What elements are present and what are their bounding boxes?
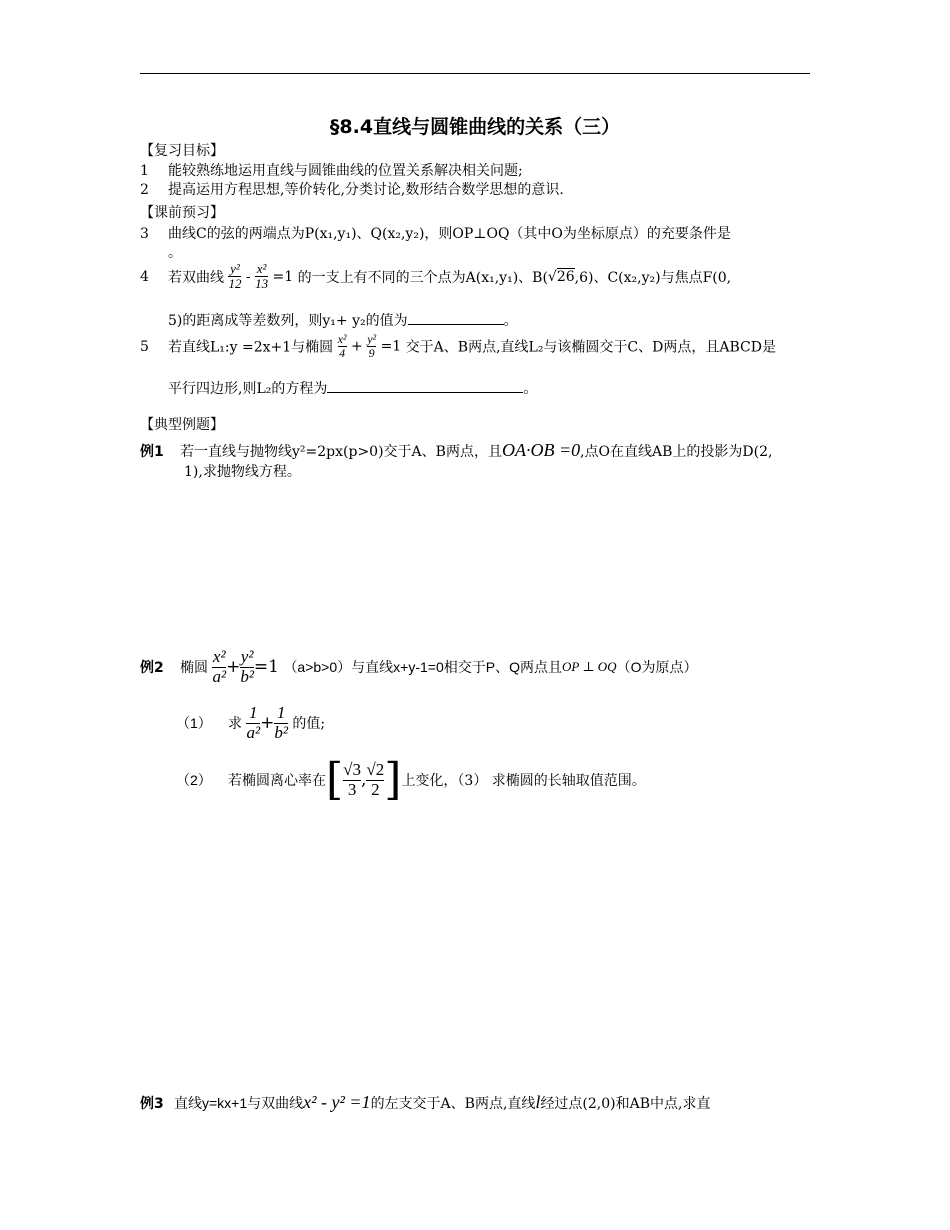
question-text: 的一支上有不同的三个点为A(x₁,y₁)、B(: [297, 269, 548, 286]
example-2-part-2: [176, 754, 646, 805]
question-text: 若双曲线: [168, 269, 224, 286]
example-text: 若一直线与抛物线y²=2px(p>0)交于A、B两点，且: [180, 444, 502, 460]
sqrt-value: 26: [556, 268, 575, 285]
example-2: [140, 648, 697, 686]
numerator: 1: [276, 703, 286, 722]
minus-sign: -: [245, 268, 251, 285]
fraction-y2-9: [367, 333, 376, 360]
example-text: 直线y=kx+1与双曲线: [174, 1095, 304, 1111]
question-3-line2: 。: [168, 245, 182, 261]
question-text: 平行四边形,则L₂的方程为: [168, 381, 328, 397]
plus-sign: +: [226, 657, 241, 678]
goal-number: 1: [140, 163, 149, 179]
example-1-line2: 1),求抛物线方程。: [184, 464, 301, 480]
denominator: a²: [212, 666, 227, 686]
question-4-line2: [168, 310, 518, 330]
example-text: 若椭圆离心率在: [228, 773, 326, 789]
part-number: （2）: [176, 772, 212, 788]
fraction-1-a2: [246, 704, 260, 742]
denominator: 12: [228, 276, 242, 292]
question-5-line2: [168, 378, 537, 398]
line-symbol: l: [535, 1092, 541, 1112]
goal-item-2: [140, 179, 564, 199]
denominator: b²: [274, 722, 288, 742]
question-number: 3: [140, 226, 149, 242]
goal-text: 提高运用方程思想,等价转化,分类讨论,数形结合数学思想的意识.: [168, 182, 564, 198]
denominator: 13: [255, 276, 269, 292]
hyperbola-equation: x² - y² =1: [303, 1092, 371, 1112]
denominator: 9: [368, 346, 375, 361]
question-5: [140, 333, 776, 360]
goal-number: 2: [140, 182, 149, 198]
example-label: 例2: [140, 660, 164, 677]
section-review-goals: 【复习目标】: [140, 143, 224, 159]
header-rule: [140, 73, 810, 74]
denominator: a²: [246, 722, 261, 742]
fraction-sqrt3-3: [343, 761, 361, 799]
equals: =1: [380, 338, 402, 355]
plus-sign: +: [351, 338, 363, 355]
goal-text: 能较熟练地运用直线与圆锥曲线的位置关系解决相关问题;: [168, 163, 523, 179]
fraction-1-b2: [274, 704, 288, 742]
example-text: 的值;: [292, 716, 326, 733]
numerator: y²: [367, 332, 377, 346]
example-text: 经过点(2,0)和AB中点,求直: [540, 1096, 711, 1112]
example-3: [140, 1092, 710, 1113]
question-text: 5)的距离成等差数列，则y₁+ y₂的值为: [168, 313, 408, 329]
example-text: （a>b>0）与直线x+y-1=0相交于P、Q两点且: [283, 659, 562, 676]
fraction-y2-12: [228, 262, 241, 292]
numerator: x²: [212, 647, 226, 666]
question-3: [140, 223, 731, 243]
page-title: §8.4直线与圆锥曲线的关系（三）: [329, 116, 621, 138]
numerator: x²: [337, 332, 347, 346]
example-text: 椭圆: [180, 660, 208, 677]
example-text: 求: [228, 716, 242, 733]
fraction-x2-a2: [212, 648, 226, 686]
denominator: b²: [240, 666, 254, 686]
fraction-x2-4: [338, 333, 347, 360]
example-text: （O为原点）: [616, 659, 698, 676]
left-bracket: [: [326, 754, 344, 805]
example-1: [140, 440, 772, 461]
example-text: 的左支交于A、B两点,直线: [370, 1096, 536, 1112]
question-number: 4: [140, 268, 149, 285]
numerator: x²: [256, 261, 267, 276]
vector-condition: OA·OB =0: [501, 440, 581, 460]
comma: ,: [361, 770, 367, 790]
period: 。: [523, 381, 538, 397]
example-text: ,点O在直线AB上的投影为D(2,: [580, 444, 773, 460]
question-text: ,6)、C(x₂,y₂)与焦点F(0,: [574, 269, 732, 286]
plus-sign: +: [260, 713, 275, 734]
example-label: 例3: [140, 1096, 164, 1112]
numerator: √2: [366, 759, 385, 779]
question-text: 交于A、B两点,直线L₂与该椭圆交于C、D两点，且ABCD是: [405, 339, 776, 356]
question-text: 若直线L₁:y =2x+1与椭圆: [168, 339, 334, 356]
section-preview: 【课前预习】: [140, 205, 224, 221]
question-4: 4 若双曲线 $\frac{\text{y²}}{12}$ - $\frac{\text{x²}}{13}$ =1 的一支上有不同的三个点为A(x₁,y₁)、B(√26,6)、C(x₂,y₂)与焦点F(0,: [140, 261, 732, 292]
example-label: 例1: [140, 444, 164, 460]
period: 。: [503, 313, 518, 329]
example-text: 上变化，（3） 求椭圆的长轴取值范围。: [401, 773, 646, 789]
fraction-x2-13: [255, 262, 268, 292]
fraction-y2-b2: [240, 648, 254, 686]
question-number: 5: [140, 338, 149, 355]
answer-blank[interactable]: [327, 392, 523, 393]
section-examples: 【典型例题】: [140, 417, 224, 433]
numerator: √3: [343, 759, 362, 779]
numerator: y²: [230, 261, 240, 276]
equals: =1: [253, 657, 279, 678]
perpendicular-condition: OP ⊥ OQ: [561, 659, 617, 675]
numerator: 1: [249, 703, 258, 722]
denominator: 2: [366, 780, 384, 800]
denominator: 4: [339, 346, 346, 361]
example-2-part-1: [176, 704, 325, 742]
numerator: y²: [240, 647, 254, 666]
question-text: 曲线C的弦的两端点为P(x₁,y₁)、Q(x₂,y₂)，则OP⊥OQ（其中O为坐标原点）的充要条件是: [168, 226, 731, 242]
answer-blank[interactable]: [408, 324, 504, 325]
fraction-sqrt2-2: [366, 761, 384, 799]
part-number: （1）: [176, 715, 212, 732]
equals: =1: [272, 268, 294, 285]
right-bracket: ]: [384, 754, 402, 805]
denominator: 3: [343, 780, 361, 800]
goal-item-1: [140, 160, 523, 180]
